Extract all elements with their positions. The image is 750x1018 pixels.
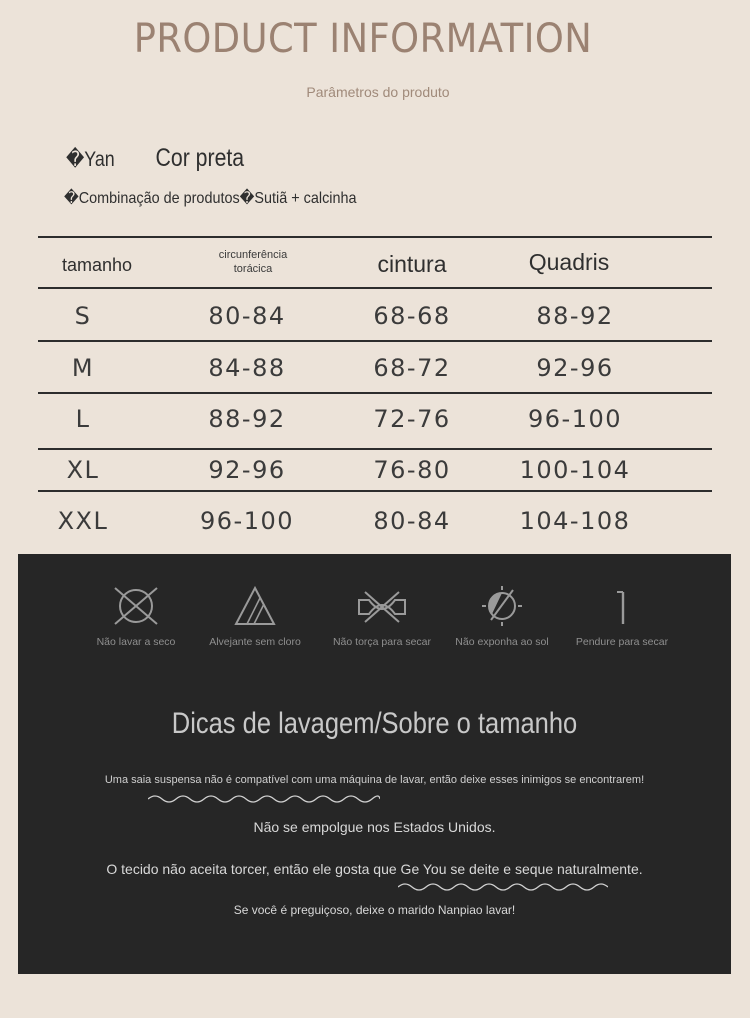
row-s-waist: 68-68 xyxy=(373,302,451,330)
row-l-chest: 88-92 xyxy=(208,405,286,433)
care-panel xyxy=(18,554,731,974)
header-chest-line1: circunferência xyxy=(218,249,288,261)
no-sun-icon xyxy=(475,584,529,628)
care-item-no-sun xyxy=(437,584,567,648)
row-xl-waist: 76-80 xyxy=(373,456,451,484)
header-hips: Quadris xyxy=(528,249,610,275)
fabric-attribute xyxy=(66,144,244,173)
page-subtitle: Parâmetros do produto xyxy=(306,84,450,100)
header-size: tamanho xyxy=(61,255,133,275)
care-label: Não lavar a seco xyxy=(96,636,176,648)
care-label: Não torça para secar xyxy=(332,636,432,648)
row-s-size: S xyxy=(74,302,92,330)
hang-dry-icon xyxy=(595,584,649,628)
header-waist: cintura xyxy=(377,251,447,277)
care-item-no-wring xyxy=(317,584,447,648)
washing-tip-2: Não se empolgue nos Estados Unidos. xyxy=(253,819,496,835)
row-xl-hips: 100-104 xyxy=(519,456,631,484)
row-s-chest: 80-84 xyxy=(208,302,286,330)
row-xxl-hips: 104-108 xyxy=(519,507,631,535)
row-l-size: L xyxy=(75,405,91,433)
care-item-no-dry-clean xyxy=(71,584,201,648)
header-chest-line2: torácica xyxy=(233,263,273,275)
row-xxl-chest: 96-100 xyxy=(199,507,295,535)
care-heading: Dicas de lavagem/Sobre o tamanho xyxy=(171,707,578,740)
row-s-hips: 88-92 xyxy=(536,302,614,330)
row-xxl-waist: 80-84 xyxy=(373,507,451,535)
header-chest xyxy=(219,248,287,276)
non-chlorine-bleach-icon xyxy=(228,584,282,628)
no-dry-clean-icon xyxy=(109,584,163,628)
washing-tip-4: Se você é preguiçoso, deixe o marido Nanpiao lavar! xyxy=(233,903,516,917)
row-m-hips: 92-96 xyxy=(536,354,614,382)
row-l-hips: 96-100 xyxy=(527,405,623,433)
do-not-wring-icon xyxy=(355,584,409,628)
row-l-waist: 72-76 xyxy=(373,405,451,433)
care-label: Não exponha ao sol xyxy=(455,636,549,648)
care-label: Pendure para secar xyxy=(575,636,669,648)
squiggle-underline-1 xyxy=(148,793,380,805)
row-xl-size: XL xyxy=(66,456,100,484)
yarn-label: �Yan xyxy=(66,148,115,171)
row-xxl-size: XXL xyxy=(57,507,109,535)
care-item-bleach xyxy=(190,584,320,648)
row-m-chest: 84-88 xyxy=(208,354,286,382)
product-combination: �Combinação de produtos�Sutiã + calcinha xyxy=(64,190,357,207)
squiggle-underline-2 xyxy=(398,881,608,893)
care-item-hang-dry xyxy=(557,584,687,648)
care-label: Alvejante sem cloro xyxy=(209,636,301,648)
washing-tip-1: Uma saia suspensa não é compatível com uma máquina de lavar, então deixe esses inimigos se encontrarem! xyxy=(104,774,645,786)
row-xl-chest: 92-96 xyxy=(208,456,286,484)
row-m-size: M xyxy=(71,354,95,382)
row-m-waist: 68-72 xyxy=(373,354,451,382)
color-value: Cor preta xyxy=(155,144,245,172)
page-title: PRODUCT INFORMATION xyxy=(133,16,593,62)
washing-tip-3: O tecido não aceita torcer, então ele gosta que Ge You se deite e seque naturalmente. xyxy=(106,861,643,877)
